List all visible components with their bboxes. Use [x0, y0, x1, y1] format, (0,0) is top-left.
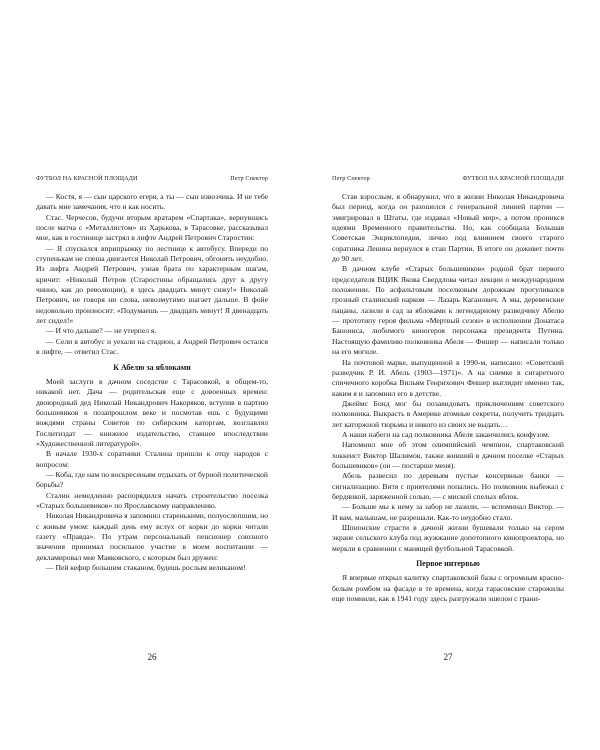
paragraph: На почтовой марке, выпущенной в 1990-м, написано: «Советский разведчик Р. И. Абель (1903—1971)». А на снимке в сигаретного спичечного коробка Вильям Генрихович Фишер выглядит именно так, каким я и запомнил его в детстве. [332, 357, 564, 398]
paragraph: — Сели в автобус и уехали на стадион, а Андрей Петрович остался в лифте, — ответил Стас. [36, 336, 268, 357]
paragraph: Абель развесил по деревьям пустые консервные банки — сигнализацию. Витя с приятелями попались. Но полковник выбежал с бердянкой, заряженной солью, — с миской спелых яблок. [332, 471, 564, 501]
body-text [332, 192, 564, 604]
paragraph: Сталин немедленно распорядился начать строительство поселка «Старых большевиков» по Ярославскому направлению. [36, 490, 268, 510]
page-number: 27 [443, 652, 453, 662]
paragraph: — Костя, я — сын царского егеря, а ты — сын извозчика. И не тебе давать мне замечания, что и как носить. [36, 192, 268, 212]
running-head-book-title: ФУТБОЛ НА КРАСНОЙ ПЛОЩАДИ [462, 175, 564, 182]
running-head-author: Петр Спектор [332, 175, 370, 182]
section-heading: К Абелю за яблоками [113, 362, 191, 372]
paragraph: В начале 1930-х соратники Сталина пришли к отцу народов с вопросом: [36, 449, 268, 469]
paragraph: Напомнил мне об этом олимпийский чемпион, спартаковский хоккеист Виктор Шалимов, также живший в дачном поселке «Старых большевиков» (он — постарше меня). [332, 440, 564, 470]
paragraph: — Коба, где нам по воскресеньям отдыхать от бурной политической борьбы? [36, 469, 268, 490]
paragraph: Я впервые открыл калитку спартаковской базы с огромным красно-белым ромбом на фасаде в те времена, когда тарасовские старожилы еще помнили, как в 1941 году здесь разгружали эшелон с грани- [332, 573, 564, 604]
paragraph: — Больше мы к нему за забор не лазили, — вспоминал Виктор. — И вам, малышам, не разрешали. Как-то неудобно стало. [332, 502, 564, 522]
paragraph: Стас. Черчесов, будучи вторым вратарем «Спартака», вернувшись после матча с «Металлистом» из Харькова, в Тарасовке, рассказывал мне, как в гостинице застрял в лифте Андрей Петрович Старостин: [36, 212, 268, 243]
paragraph: — И что дальше? — не утерпел я. [46, 326, 157, 336]
running-head [36, 175, 268, 182]
body-text [36, 192, 268, 573]
paragraph: — Я спускался вприпрыжку по лестнице к автобусу. Впереди по ступенькам не спеша двигается Николай Петрович, обгонять неудобно. Из лифта Андрей Петрович, узнав брата по характерным шагам, кричит: «Николай Петров (Старостины обращались друг к другу чинно, как до революции), я здесь двадцать минут сижу!» Николай Петрович, не говоря ни слова, невозмутимо шагает дальше. В фойе недовольно произносит: «Подумаешь — двадцать минут! Я двенадцать лет сидел!» [36, 243, 268, 326]
page-number: 26 [147, 652, 157, 662]
paragraph: — Пей кефир большим стаканом, будешь рослым великаном! [46, 563, 246, 573]
paragraph: Джеймс Бонд мог бы позавидовать приключениям советского полковника. Выкрасть в Америке атомные секреты, получить тридцать лет каторжной тюрьмы и никого из своих не выдать… [332, 398, 564, 429]
running-head [332, 175, 564, 182]
running-head-book-title: ФУТБОЛ НА КРАСНОЙ ПЛОЩАДИ [36, 175, 138, 182]
section-heading: Первое интервью [416, 559, 480, 569]
right-page [300, 0, 600, 750]
paragraph: В дачном клубе «Старых большевиков» родной брат первого председателя ВЦИК Якова Свердлова читал лекции о международном положении. По асфальтовым поселковым дорожкам прогуливался грозный сталинский нарком — Лазарь Каганович. А мы, деревенские пацаны, лазили в сад за яблоками к легендарному разведчику Абелю — прототипу героя фильма «Мертвый сезон» в исполнении Донатаса Банониса, любимого киногероя персонажа президента Путина. Настоящую фамилию полковника Абеля — Фишер — написали только на его могиле. [332, 264, 564, 357]
paragraph: Шпионские страсти в дачной жизни бушевали только на сером экране сельского клуба под жужжание допотопного кинопроектора, но меркли в сравнении с манящей футбольной Тарасовкой. [332, 523, 564, 553]
paragraph: А наши набеги на сад полковника Абеля заканчились конфузом. [342, 429, 550, 439]
paragraph: Моей заслуги в дачном соседстве с Тарасовкой, в общем-то, никакой нет. Дача — родительская еще с довоенных времен: двоюродный дед Николай Никандрович Накоряков, вступив в партию большевиков в позапрошлом веке и посмотав ешь с будущими вождями страны Советов по сибирским каторгам, возглавлял Гослитиздат — книжное издательство, ставшее впоследствии «Художественной литературой». [36, 376, 268, 448]
paragraph: Став взрослым, я обнаружил, что в жизни Николая Никандровича был период, когда он разошелся с генеральной линией партии — эмигрировал в Штаты, где издавал «Новый мир», а потом проникся идеями Временного правительства. Но, как сообщала Большая Советская Энциклопедия, лично под влиянием своего старого соратника Ленина вернулся в стан Партии. В итоге он доживет почти до 90 лет. [332, 192, 564, 264]
paragraph: Николая Никандровича я запомнил старенькими, полуослепшим, но с живым умом: каждый день ему вслух от корки до корки читали газету «Правда». По утрам персональный пенсионер союзного значения принимал посильное участие в моем воспитании — декламировал мне Маяковского, с которым был дружен: [36, 511, 268, 562]
running-head-author: Петр Спектор [230, 175, 268, 182]
